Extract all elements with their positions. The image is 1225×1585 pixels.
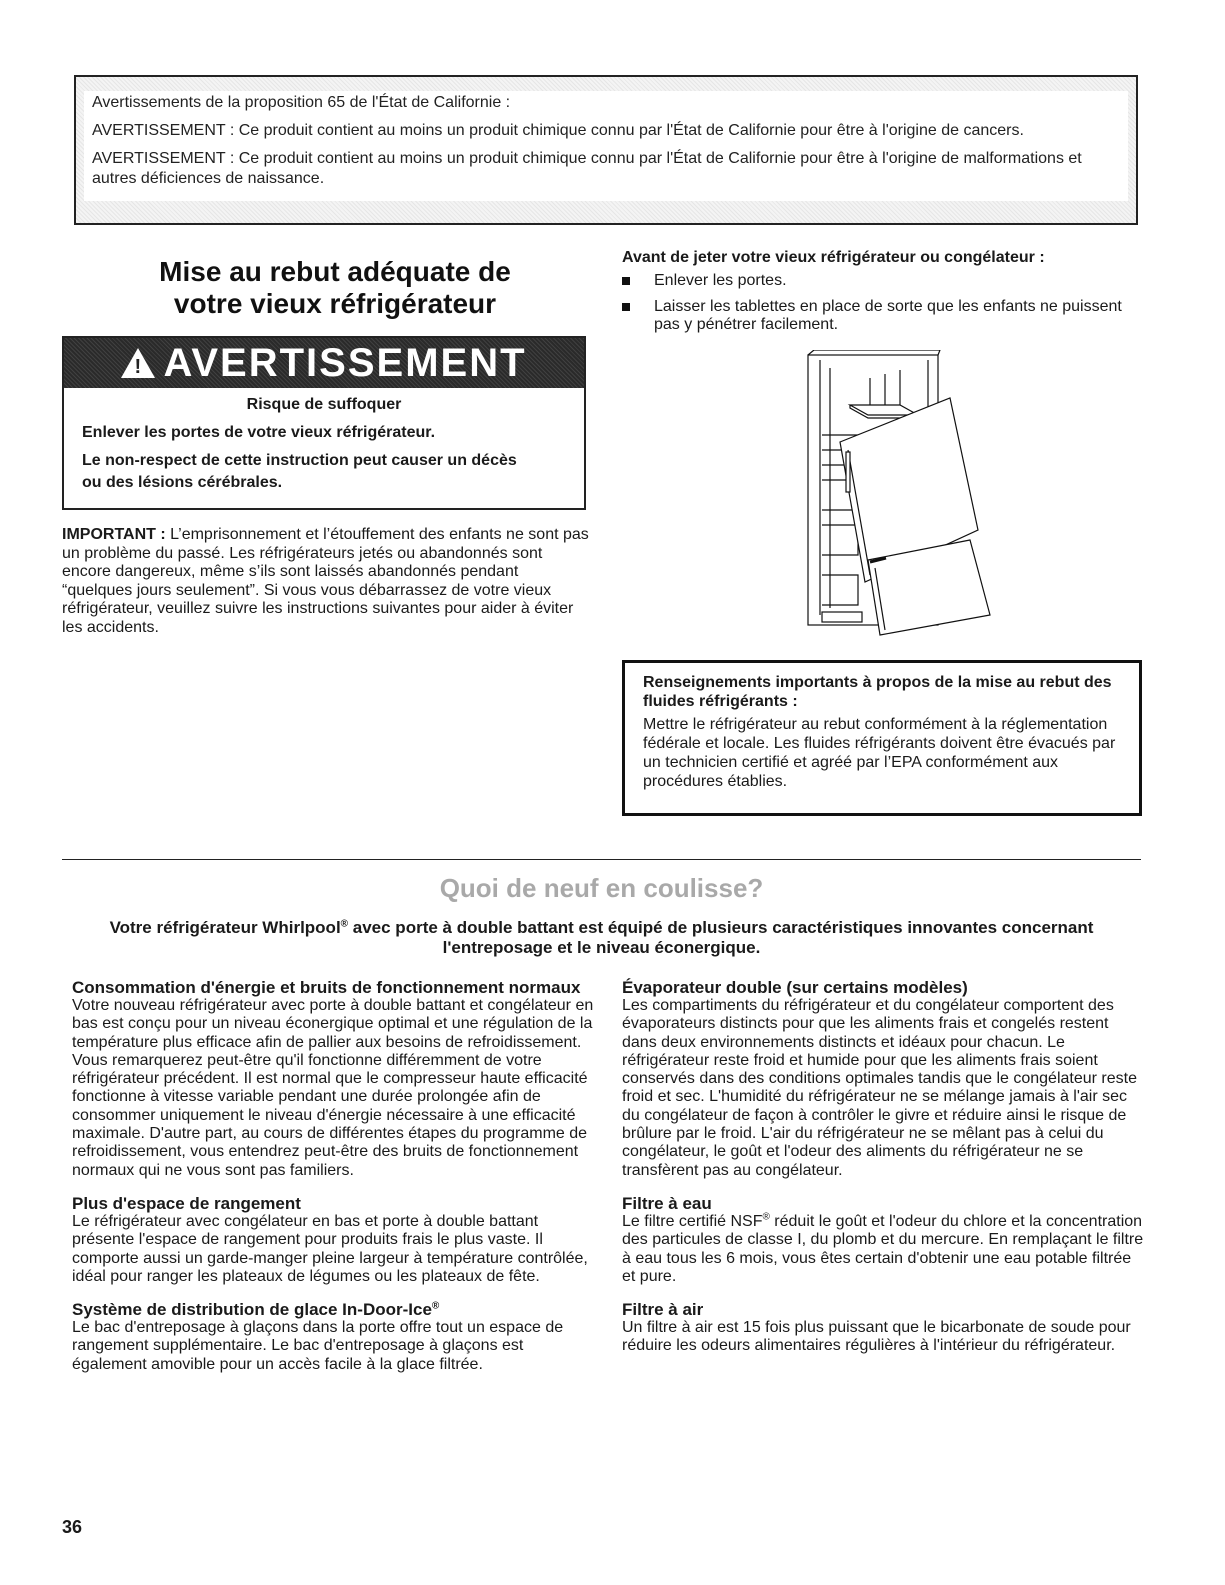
section-heading: Filtre à air — [622, 1300, 704, 1320]
section-body: Le réfrigérateur avec congélateur en bas et porte à double battant présente l'espace de rangement pour produits frais le plus vaste. Il comporte aussi un garde-manger pleine largeur à température contrôlée, idéal pour ranger les plateaux de légumes ou les plateaux de fête. — [72, 1212, 588, 1285]
feature-section-ice — [72, 1300, 594, 1374]
warning-banner — [64, 338, 584, 388]
section-body: Le bac d'entreposage à glaçons dans la porte offre tout un espace de rangement supplémentaire. Le bac d'entreposage à glaçons est également amovible pour un accès facile à la glace filtrée. — [72, 1319, 564, 1373]
whats-new-heading: Quoi de neuf en coulisse? — [439, 873, 764, 903]
feature-section-storage — [72, 1194, 594, 1286]
section-body — [622, 1213, 1144, 1286]
section-heading: Plus d'espace de rangement — [72, 1193, 301, 1213]
section-heading: Consommation d'énergie et bruits de fonctionnement normaux — [72, 978, 581, 997]
warning-word: AVERTISSEMENT — [163, 340, 527, 385]
registered-mark: ® — [340, 918, 349, 930]
feature-section-water-filter — [622, 1194, 1144, 1286]
registered-mark: ® — [431, 1300, 440, 1312]
section-body: Votre nouveau réfrigérateur avec porte à double battant et congélateur en bas est conçu pour un niveau éconergique optimal et une régulation de la température plus efficace afin de pallier aux besoins de refroidissement. Vous remarquerez peut-être qu'il fonctionne différemment de votre réfrigérateur précédent. Il est normal que le compresseur haute efficacité fonctionne à vitesse variable pendant une durée prolongée afin de consommer uniquement le niveau d'énergie nécessaire à une efficacité maximale. D'autre part, au cours de différentes étapes du programme de refroidissement, vous entendrez peut-être des bruits de fonctionnement normaux qui ne vous sont pas familiers. — [72, 997, 594, 1179]
suffocation-warning-box — [62, 336, 586, 510]
section-heading — [72, 1300, 594, 1319]
before-disposal-list — [622, 272, 1122, 342]
list-item: Enlever les portes. — [622, 272, 1122, 290]
warning-symbol: ! — [134, 356, 142, 378]
feature-section-air-filter — [622, 1300, 1144, 1356]
section-heading: Filtre à eau — [622, 1193, 712, 1213]
section-body: Les compartiments du réfrigérateur et du congélateur comportent des évaporateurs distincts pour que les aliments frais et congelés restent dans deux environnements distincts et idéaux pour chacun. Le réfrigérateur reste froid et humide pour que les aliments frais soient conservés dans des conditions optimales tandis que le congélateur reste froid et sec. L'humidité du réfrigérateur ne se mélange jamais à l'air sec du congélateur de façon à contrôler le givre et réduire ainsi le risque de brûlure par le froid. L'air du réfrigérateur ne se mêlant pas à celui du congélateur, le goût et l'odeur des aliments du réfrigérateur ne se transfèrent pas au congélateur. — [622, 997, 1137, 1179]
intro-text-a: Votre réfrigérateur Whirlpool — [109, 918, 341, 937]
feature-section-energy — [72, 978, 594, 1180]
list-item: Laisser les tablettes en place de sorte que les enfants ne puissent pas y pénétrer facilement. — [622, 298, 1122, 334]
section-body-a: Le filtre certifié NSF — [622, 1212, 763, 1230]
refrigerant-heading: Renseignements importants à propos de la mise au rebut des fluides réfrigérants : — [643, 674, 1112, 710]
whats-new-intro — [62, 918, 1141, 958]
section-heading-text: Système de distribution de glace In-Door-Ice — [72, 1300, 432, 1320]
refrigerant-body: Mettre le réfrigérateur au rebut conformément à la réglementation fédérale et locale. Les fluides réfrigérants doivent être évacués par un technicien certifié et agréé par l’EPA conformément aux procédures établies. — [643, 716, 1116, 790]
warning-subtitle: Risque de suffoquer — [246, 396, 402, 413]
warning-body — [64, 394, 584, 500]
section-body: Un filtre à air est 15 fois plus puissant que le bicarbonate de soude pour réduire les odeurs alimentaires régulières à l'intérieur du réfrigérateur. — [622, 1319, 1131, 1355]
important-label: IMPORTANT : — [62, 526, 166, 543]
features-right-column — [622, 978, 1144, 1370]
registered-mark: ® — [762, 1211, 770, 1223]
disposal-heading-line1: Mise au rebut adéquate de — [159, 256, 511, 287]
refrigerator-doors-removed-illustration — [800, 350, 1000, 645]
disposal-heading — [120, 256, 550, 320]
prop65-birth-defect-warning: AVERTISSEMENT : Ce produit contient au moins un produit chimique connu par l'État de Californie pour être à l'origine de malformations et autres déficiences de naissance. — [92, 150, 1082, 187]
page-number: 36 — [62, 1517, 83, 1537]
refrigerant-disposal-box — [622, 660, 1142, 816]
feature-section-evaporator — [622, 978, 1144, 1180]
important-text: L’emprisonnement et l’étouffement des enfants ne sont pas un problème du passé. Les réfrigérateurs jetés ou abandonnés sont encore dangereux, même s’ils sont laissés abandonnés pendant “quelques jours seulement”. Si vous vous débarrassez de votre vieux réfrigérateur, veuillez suivre les instructions suivantes pour aider à éviter les accidents. — [62, 526, 589, 636]
section-heading: Évaporateur double (sur certains modèles) — [622, 978, 968, 997]
warning-consequence: Le non-respect de cette instruction peut causer un décès ou des lésions cérébrales. — [82, 452, 517, 491]
section-body-b: réduit le goût et l'odeur du chlore et la concentration des particules de classe I, du plomb et du mercure. En remplaçant le filtre à eau tous les 6 mois, vous êtes certain d'obtenir une eau potable filtrée et pure. — [622, 1212, 1144, 1285]
intro-text-b: avec porte à double battant est équipé de plusieurs caractéristiques innovantes concernant l'entreposage et le niveau éconergique. — [348, 918, 1094, 957]
warning-instruction: Enlever les portes de votre vieux réfrigérateur. — [82, 424, 436, 441]
important-paragraph — [62, 526, 592, 637]
prop65-cancer-warning: AVERTISSEMENT : Ce produit contient au moins un produit chimique connu par l'État de Californie pour être à l'origine de cancers. — [92, 122, 1024, 139]
section-divider — [62, 859, 1141, 860]
warning-triangle-icon — [121, 348, 155, 378]
prop65-title: Avertissements de la proposition 65 de l'État de Californie : — [92, 94, 511, 111]
before-disposal-heading: Avant de jeter votre vieux réfrigérateur ou congélateur : — [622, 249, 1045, 266]
features-left-column — [72, 978, 594, 1388]
prop65-warning-box — [74, 75, 1138, 225]
disposal-heading-line2: votre vieux réfrigérateur — [173, 288, 497, 319]
